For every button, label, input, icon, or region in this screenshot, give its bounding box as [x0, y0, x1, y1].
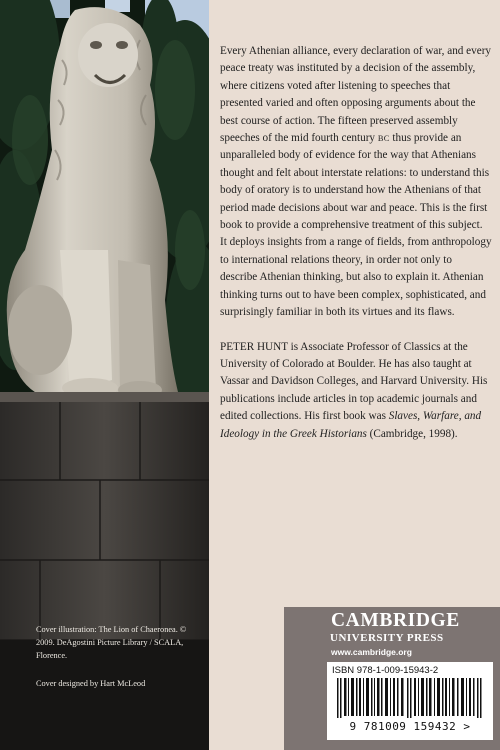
- author-bio-text: PETER HUNT is Associate Professor of Classics at the University of Colorado at Boulder. He has also taught at Vassar and Davidson Colleges, and Harvard University. His publications include articles in top academic journals and edited collections. His first book was: [220, 340, 488, 423]
- previous-book-year: (Cambridge, 1998).: [366, 427, 458, 440]
- photo-credits: [36, 623, 201, 690]
- description-text-continued: thus provide an unparalleled body of evidence for the way that Athenians thought and felt about interstate relations: to understand this body of oratory is to understand how the Athenians of that period made decisions about war and peace. This is the first book to provide a comprehensive treatment of this subject. It deploys insights from a range of fields, from anthropology to international relations theory, in order not only to describe Athenian thinking, but also to explain it. Athenian thinking turns out to have been complex, sophisticated, and surprisingly familiar in both its virtues and its flaws.: [220, 132, 492, 319]
- isbn-label: ISBN 978-1-009-15943-2: [332, 665, 439, 676]
- cover-photo: [0, 0, 209, 750]
- author-bio: [220, 339, 492, 443]
- description-text: Every Athenian alliance, every declaration of war, and every peace treaty was instituted by a decision of the assembly, where citizens voted after listening to speeches that presented varied and often opposing arguments about the best course of action. The fifteen preserved assembly speeches of the mid fourth century: [220, 45, 492, 145]
- book-blurb: [220, 43, 492, 443]
- era-abbreviation: BC: [377, 134, 390, 144]
- cover-illustration-credit: Cover illustration: The Lion of Chaeronea. © 2009. DeAgostini Picture Library / SCALA, Florence.: [36, 625, 187, 660]
- publisher-block: [284, 607, 500, 750]
- previous-book-title: Slaves, Warfare, and Ideology in the Greek Historians: [220, 410, 482, 440]
- book-description: [220, 43, 492, 322]
- publisher-press: UNIVERSITY PRESS: [330, 632, 444, 644]
- publisher-logo: CAMBRIDGE: [331, 610, 460, 631]
- cover-designer-credit: Cover designed by Hart McLeod: [36, 679, 146, 688]
- publisher-url: www.cambridge.org: [331, 647, 412, 657]
- barcode-digits: 9 781009 159432 >: [349, 720, 471, 733]
- barcode-bars: [337, 678, 483, 718]
- isbn-barcode: [327, 662, 493, 740]
